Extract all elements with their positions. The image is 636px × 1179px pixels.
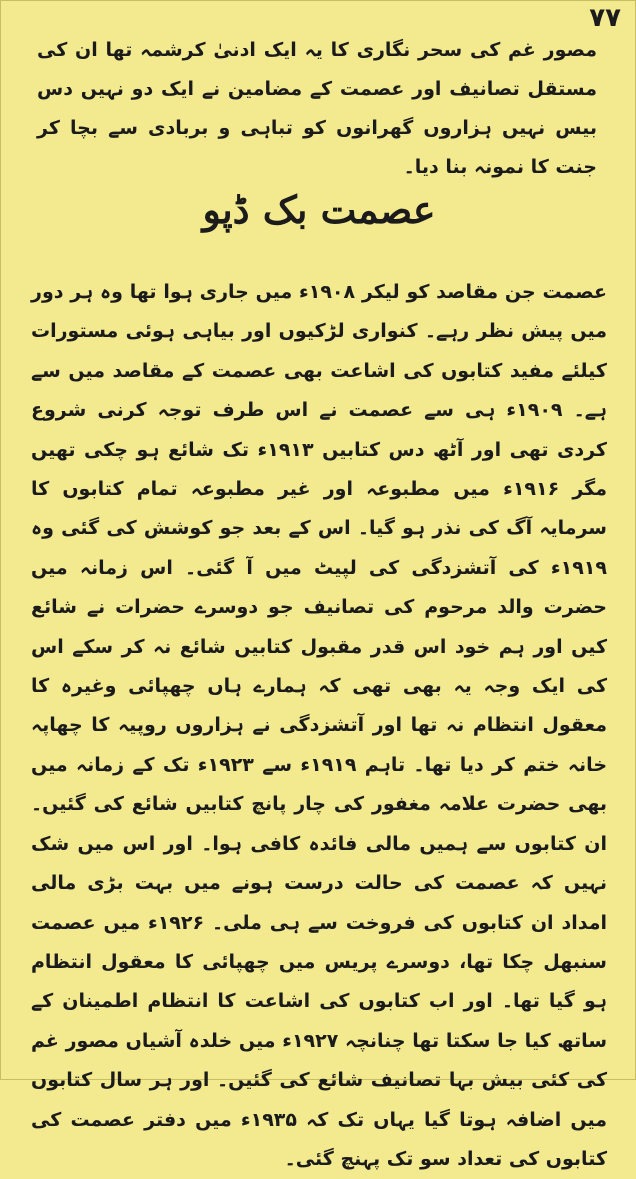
body-section — [31, 273, 607, 1179]
body-paragraph: عصمت جن مقاصد کو لیکر ۱۹۰۸ء میں جاری ہوا تھا وہ ہر دور میں پیش نظر رہے۔ کنواری لڑکیوں اور بیاہی ہوئی مستورات کیلئے مفید کتابوں کی اشاعت بھی عصمت کے مقاصد میں سے ہے۔ ۱۹۰۹ء ہی سے عصمت نے اس طرف توجہ کرنی شروع کردی تھی اور آٹھ دس کتابیں ۱۹۱۳ء تک شائع ہو چکی تھیں مگر ۱۹۱۶ء میں مطبوعہ اور غیر مطبوعہ تمام کتابوں کا سرمایہ آگ کی نذر ہو گیا۔ اس کے بعد جو کوشش کی گئی وہ ۱۹۱۹ء کی آتشزدگی کی لپیٹ میں آ گئی۔ اس زمانہ میں حضرت والد مرحوم کی تصانیف جو دوسرے حضرات نے شائع کیں اور ہم خود اس قدر مقبول کتابیں شائع نہ کر سکے اس کی ایک وجہ یہ بھی تھی کہ ہمارے ہاں چھپائی وغیرہ کا معقول انتظام نہ تھا اور آتشزدگی نے ہزاروں روپیہ کا چھاپہ خانہ ختم کر دیا تھا۔ تاہم ۱۹۱۹ء سے ۱۹۲۳ء تک کے زمانہ میں بھی حضرت علامہ مغفور کی چار پانچ کتابیں شائع کی گئیں۔ ان کتابوں سے ہمیں مالی فائدہ کافی ہوا۔ اور اس میں شک نہیں کہ عصمت کی حالت درست ہونے میں بہت بڑی مالی امداد ان کتابوں کی فروخت سے ہی ملی۔ ۱۹۲۶ء میں عصمت سنبھل چکا تھا، دوسرے پریس میں چھپائی کا معقول انتظام ہو گیا تھا۔ اور اب کتابوں کی اشاعت کا انتظام اطمینان کے ساتھ کیا جا سکتا تھا چنانچہ ۱۹۲۷ء میں خلدہ آشیاں مصور غم کی کئی بیش بہا تصانیف شائع کی گئیں۔ اور ہر سال کتابوں میں اضافہ ہوتا گیا یہاں تک کہ ۱۹۳۵ء میں دفتر عصمت کی کتابوں کی تعداد سو تک پہنچ گئی۔ — [31, 281, 608, 1170]
intro-paragraph: مصور غم کی سحر نگاری کا یہ ایک ادنیٰ کرشمہ تھا ان کی مستقل تصانیف اور عصمت کے مضامین نے ایک دو نہیں دس بیس نہیں ہزاروں گھرانوں کو تباہی و بربادی سے بچا کر جنت کا نمونہ بنا دیا۔ — [37, 39, 597, 178]
page-number: ۷۷ — [589, 3, 621, 33]
section-heading: عصمت بک ڈپو — [202, 187, 436, 232]
